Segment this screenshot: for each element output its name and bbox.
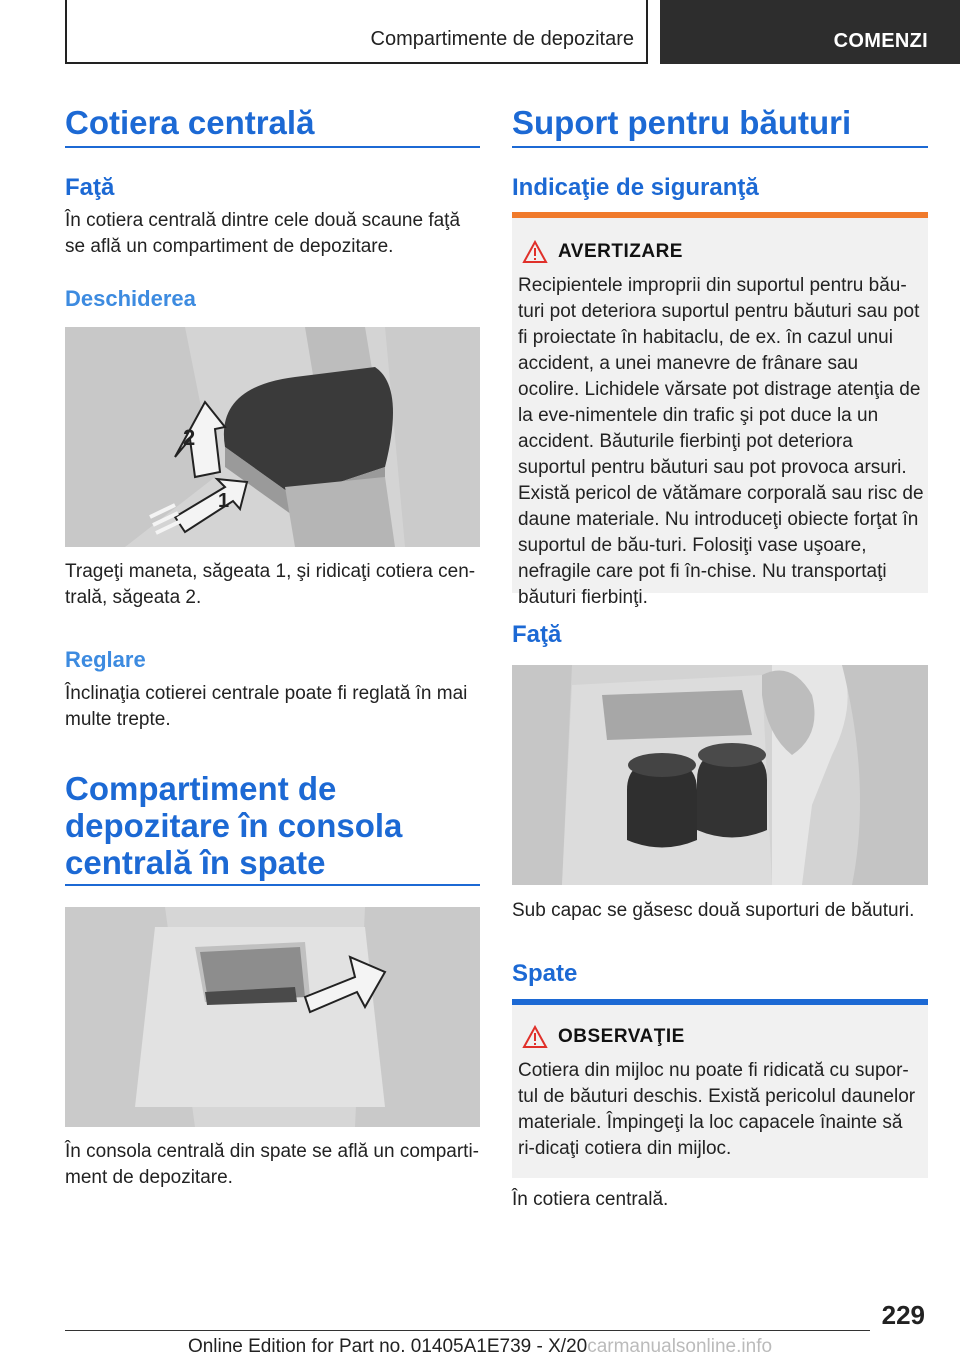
subheading-safety: Indicaţie de siguranţă — [512, 174, 759, 201]
header-section-title: Compartimente de depozitare — [370, 28, 634, 50]
rear-storage-caption: În consola centrală din spate se află un comparti-ment de depozitare. — [65, 1141, 480, 1188]
header-chapter-title: COMENZI — [833, 30, 928, 52]
footer-rule — [65, 1330, 870, 1331]
warning-box — [512, 218, 928, 608]
subheading-front: Faţă — [65, 174, 115, 201]
arrow-2-label: 2 — [183, 425, 196, 450]
heading-rear-storage-line-1: Compartiment de — [65, 770, 337, 807]
warning-text: Recipientele improprii din suportul pentru bău-turi pot deteriora suportul pentru băuturi sau pot fi proiectate în habitaclu, de ex. în cazul unui accident, a unei manevre de frânare sau ocolire. Lichidele vărsate pot distrage atenţia de la eve-nimentele din trafic şi pot duce la un accident. Băuturile fierbinţi pot deteriora suportul pentru băuturi sau pot provoca arsuri. Există pericol de vătămare corporală sau risc de daune materiale. Nu introduceţi obiecte forţat în suportul de bău-turi. Folosiţi vase uşoare, nefragile care pot fi în-chise. Nu transportaţi băuturi fierbinţi. — [518, 275, 924, 608]
subheading-cupholder-rear: Spate — [512, 960, 578, 987]
header-chapter-tab — [660, 0, 960, 64]
heading-cupholder: Suport pentru băuturi — [512, 104, 852, 141]
heading-rear-storage-line-2: depozitare în consola — [65, 807, 403, 844]
edition-text: Online Edition for Part no. 01405A1E739 - X/20 — [187, 1336, 588, 1357]
subheading-opening: Deschiderea — [65, 286, 196, 311]
armrest-opening-caption: Trageţi maneta, săgeata 1, şi ridicaţi cotiera cen-trală, săgeata 2. — [65, 561, 476, 608]
page-number: 229 — [881, 1300, 925, 1330]
arrow-1-label: 1 — [218, 490, 230, 512]
warning-title: AVERTIZARE — [558, 241, 683, 262]
warning-triangle-icon — [522, 240, 548, 264]
heading-rule — [512, 146, 928, 148]
heading-armrest: Cotiera centrală — [65, 104, 315, 141]
subheading-cupholder-front: Faţă — [512, 621, 562, 648]
header-section-tab — [65, 0, 648, 64]
armrest-intro-text: În cotiera centrală dintre cele două scaune faţă se află un compartiment de depozitare. — [65, 210, 461, 257]
rear-storage-image — [65, 907, 480, 1127]
subheading-adjust: Reglare — [65, 647, 146, 672]
heading-rule — [65, 884, 480, 886]
note-title: OBSERVAŢIE — [558, 1026, 685, 1047]
note-box — [512, 1005, 928, 1178]
armrest-adjust-text: Înclinaţia cotierei centrale poate fi reglată în mai multe trepte. — [65, 683, 468, 730]
heading-rule — [65, 146, 480, 148]
watermark-text: carmanualsonline.info — [587, 1336, 773, 1357]
front-cupholder-caption: Sub capac se găsesc două suporturi de băuturi. — [512, 900, 915, 921]
rear-cupholder-text: În cotiera centrală. — [512, 1189, 669, 1210]
footer-edition — [0, 1336, 960, 1358]
heading-rear-storage-line-3: centrală în spate — [65, 844, 326, 881]
heading-rear-storage — [65, 770, 402, 881]
front-cupholder-image — [512, 665, 928, 885]
note-text: Cotiera din mijloc nu poate fi ridicată cu supor-tul de băuturi deschis. Există pericolul daunelor materiale. Împingeţi la loc capacele înainte să ri-dicaţi cotiera din mijloc. — [518, 1060, 916, 1159]
armrest-opening-image — [65, 327, 480, 547]
caution-triangle-icon — [522, 1025, 548, 1049]
